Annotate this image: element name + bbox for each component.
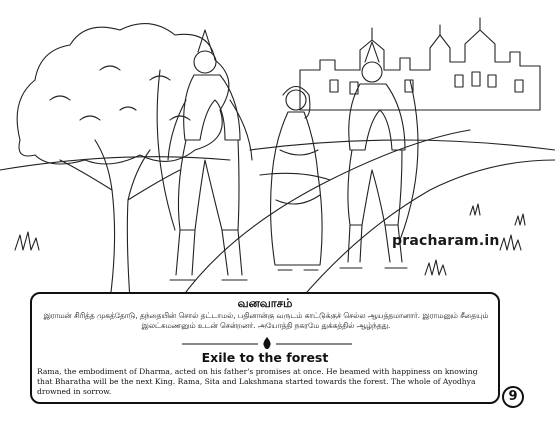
horizon-line <box>0 140 555 170</box>
page-number-badge: 9 <box>502 386 524 408</box>
story-text-box <box>30 292 500 404</box>
watermark-text: pracharam.in <box>392 233 500 249</box>
english-title: Exile to the forest <box>201 350 329 365</box>
tree-drawing <box>17 24 229 300</box>
flame-divider <box>182 336 352 350</box>
rama-figure <box>157 30 252 280</box>
road-drawing <box>180 130 555 300</box>
tamil-body: இராமன் சிரித்த முகத்தோடு, தந்தையின் சொல் தட்டாமல், பதினான்கு வருடம் காட்டுக்குச் செல்ல ஆயத்தமானார். இராமனும் சீதையும் இலட்சுமணனும் உடன் சென்றனர். அயோத்தி நகரமே துக்கத்தில் ஆழ்ந்தது. <box>43 311 489 330</box>
english-body: Rama, the embodiment of Dharma, acted on his father's promises at once. He beamed with happiness on knowing that Bharatha will be the next King. Rama, Sita and Lakshmana started towards the forest. The whole of Ayodhya drowned in sorrow. <box>37 367 478 396</box>
palace-drawing <box>300 18 540 110</box>
sita-figure <box>271 87 323 271</box>
flame-icon <box>263 337 270 349</box>
tamil-title: வனவாசம் <box>237 296 293 310</box>
